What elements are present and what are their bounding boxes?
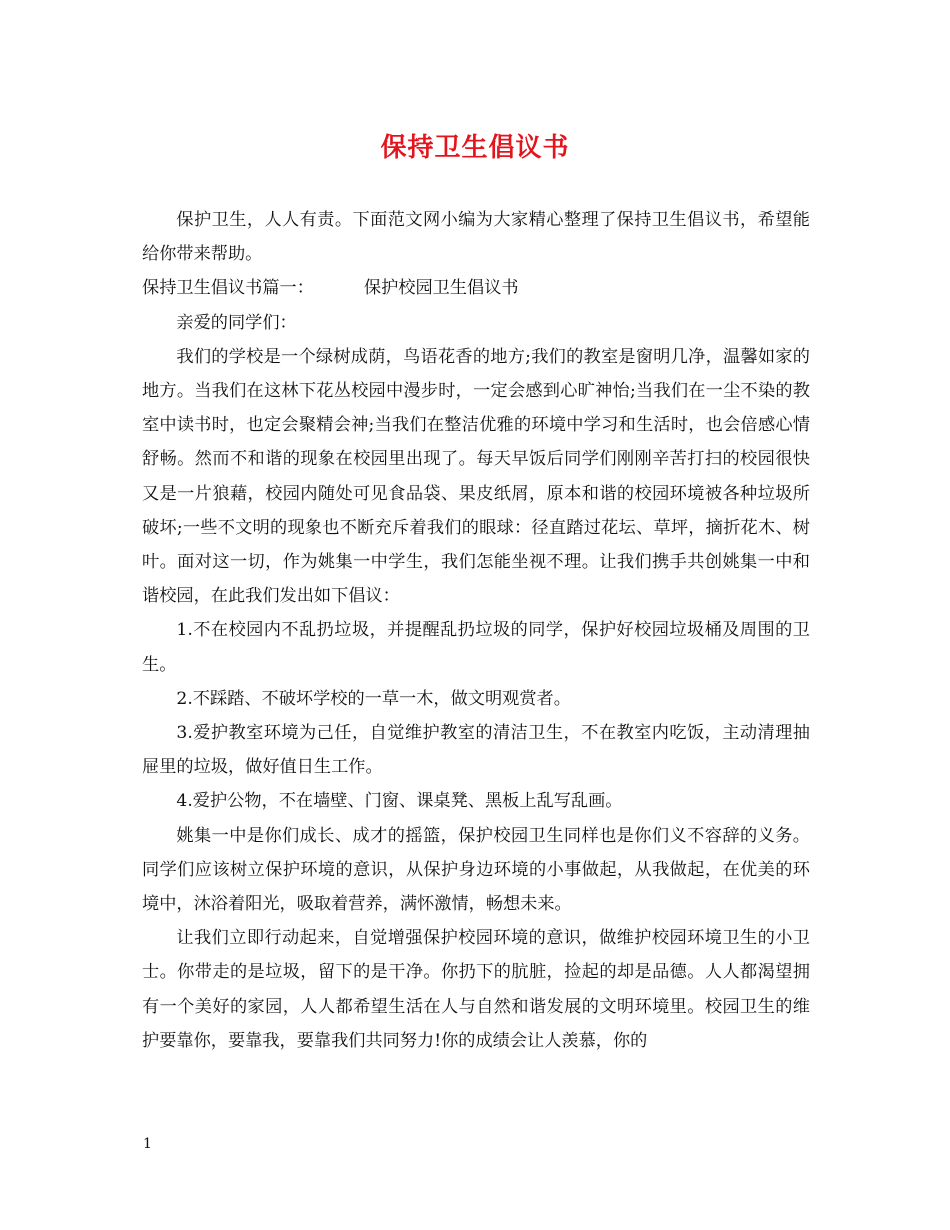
document-title: 保持卫生倡议书 <box>380 133 570 163</box>
document-body <box>142 203 810 1058</box>
proposal-item-2: 2.不踩踏、不破坏学校的一草一木，做文明观赏者。 <box>176 688 571 709</box>
section-label: 保持卫生倡议书篇一： <box>142 278 314 299</box>
greeting: 亲爱的同学们： <box>176 312 297 333</box>
page-number: 1 <box>143 1136 152 1152</box>
proposal-item-1: 1.不在校园内不乱扔垃圾，并提醒乱扔垃圾的同学，保护好校园垃圾桶及周围的卫生。 <box>142 620 810 675</box>
section-heading <box>142 271 810 305</box>
body-paragraph: 姚集一中是你们成长、成才的摇篮，保护校园卫生同样也是你们义不容辞的义务。同学们应该树立保护环境的意识，从保护身边环境的小事做起，从我做起，在优美的环境中，沐浴着阳光，吸取着营养，满怀激情，畅想未来。 <box>142 825 810 915</box>
proposal-item-3: 3.爱护教室环境为己任，自觉维护教室的清洁卫生，不在教室内吃饭，主动清理抽屉里的垃圾，做好值日生工作。 <box>142 723 810 778</box>
body-paragraph: 我们的学校是一个绿树成荫，鸟语花香的地方;我们的教室是窗明几净，温馨如家的地方。当我们在这林下花丛校园中漫步时，一定会感到心旷神怡;当我们在一尘不染的教室中读书时，也定会聚精会神;当我们在整洁优雅的环境中学习和生活时，也会倍感心情舒畅。然而不和谐的现象在校园里出现了。每天早饭后同学们刚刚辛苦打扫的校园很快又是一片狼藉，校园内随处可见食品袋、果皮纸屑，原本和谐的校园环境被各种垃圾所破坏;一些不文明的现象也不断充斥着我们的眼球：径直踏过花坛、草坪，摘折花木、树叶。面对这一切，作为姚集一中学生，我们怎能坐视不理。让我们携手共创姚集一中和谐校园，在此我们发出如下倡议： <box>142 346 810 607</box>
proposal-item-4: 4.爱护公物，不在墙壁、门窗、课桌凳、黑板上乱写乱画。 <box>176 791 623 812</box>
body-paragraph: 让我们立即行动起来，自觉增强保护校园环境的意识，做维护校园环境卫生的小卫士。你带走的是垃圾，留下的是干净。你扔下的肮脏，捡起的却是品德。人人都渴望拥有一个美好的家园，人人都希望生活在人与自然和谐发展的文明环境里。校园卫生的维护要靠你，要靠我，要靠我们共同努力!你的成绩会让人羡慕，你的 <box>142 928 810 1051</box>
section-title: 保护校园卫生倡议书 <box>363 278 519 299</box>
intro-paragraph: 保护卫生，人人有责。下面范文网小编为大家精心整理了保持卫生倡议书，希望能给你带来帮助。 <box>142 210 810 265</box>
